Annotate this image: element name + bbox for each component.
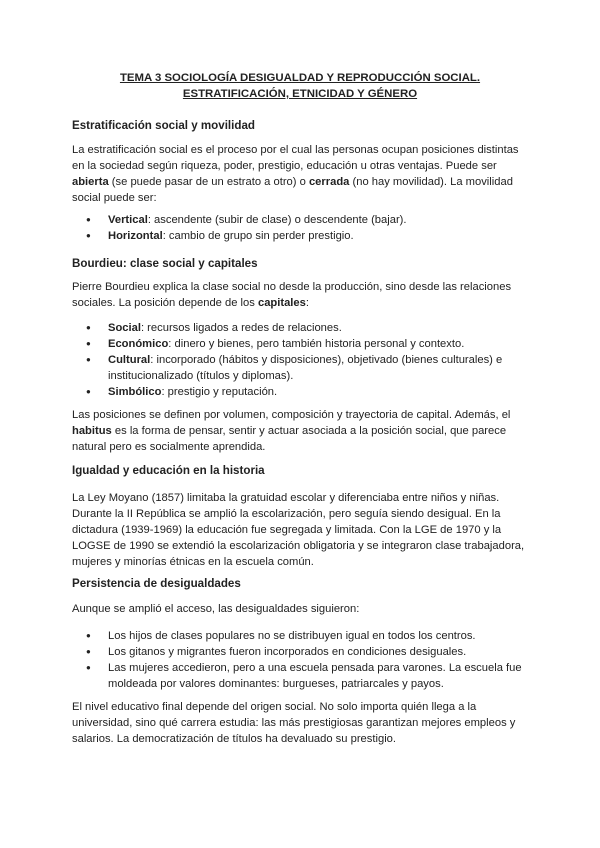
list-item: ● Vertical: ascendente (subir de clase) o descendente (bajar). [72, 212, 532, 228]
paragraph-nivel-educativo: El nivel educativo final depende del origen social. No solo importa quién llega a la universidad, sino qué carrera estudia: las más prestigiosas garantizan mejores empleos y salarios. La democratización de títulos ha devaluado su prestigio. [72, 701, 516, 745]
list-item: ● Las mujeres accedieron, pero a una escuela pensada para varones. La escuela fue moldeada por valores dominantes: burgueses, patriarcales y payos. [72, 660, 532, 692]
title-line-2: ESTRATIFICACIÓN, ETNICIDAD Y GÉNERO [182, 88, 418, 100]
list-item: ● Los hijos de clases populares no se distribuyen igual en todos los centros. [72, 628, 532, 644]
paragraph-historia: La Ley Moyano (1857) limitaba la gratuidad escolar y diferenciaba entre niños y niñas. Durante la II República se amplió la escolarización, pero seguía siendo desigual. En la dictadura (1939-1969) la educación fue segregada y limitada. Con la LGE de 1970 y la LOGSE de 1990 se extendió la escolarización obligatoria y se integraron clase trabajadora, mujeres y minorías étnicas en la escuela común. [72, 492, 525, 568]
paragraph-bourdieu: Pierre Bourdieu explica la clase social no desde la producción, sino desde las relaciones sociales. La posición depende de los capitales: [72, 281, 512, 309]
list-capitales [72, 320, 532, 400]
list-item: ● Los gitanos y migrantes fueron incorporados en condiciones desiguales. [72, 644, 532, 660]
section-heading-igualdad: Igualdad y educación en la historia [72, 464, 265, 477]
list-item: ● Social: recursos ligados a redes de relaciones. [72, 320, 532, 336]
paragraph-estratificacion: La estratificación social es el proceso por el cual las personas ocupan posiciones distintas en la sociedad según riqueza, poder, prestigio, educación u otras ventajas. Puede ser abierta (se puede pasar de un estrato a otro) o cerrada (no hay movilidad). La movilidad social puede ser: [72, 144, 519, 204]
list-item: ● Simbólico: prestigio y reputación. [72, 384, 532, 400]
document-title [72, 70, 528, 102]
paragraph-habitus: Las posiciones se definen por volumen, composición y trayectoria de capital. Además, el habitus es la forma de pensar, sentir y actuar asociada a la posición social, que parece natural pero es socialmente aprendida. [72, 409, 511, 453]
section-heading-persistencia: Persistencia de desigualdades [72, 577, 241, 590]
list-desigualdades [72, 628, 532, 692]
list-movilidad [72, 212, 532, 244]
title-line-1: TEMA 3 SOCIOLOGÍA DESIGUALDAD Y REPRODUCCIÓN SOCIAL. [119, 72, 481, 84]
section-heading-estratificacion: Estratificación social y movilidad [72, 119, 255, 132]
paragraph-persistencia-intro: Aunque se amplió el acceso, las desigualdades siguieron: [72, 603, 360, 615]
list-item: ● Horizontal: cambio de grupo sin perder prestigio. [72, 228, 532, 244]
section-heading-bourdieu: Bourdieu: clase social y capitales [72, 257, 258, 270]
list-item: ● Cultural: incorporado (hábitos y disposiciones), objetivado (bienes culturales) e institucionalizado (títulos y diplomas). [72, 352, 532, 384]
list-item: ● Económico: dinero y bienes, pero también historia personal y contexto. [72, 336, 532, 352]
